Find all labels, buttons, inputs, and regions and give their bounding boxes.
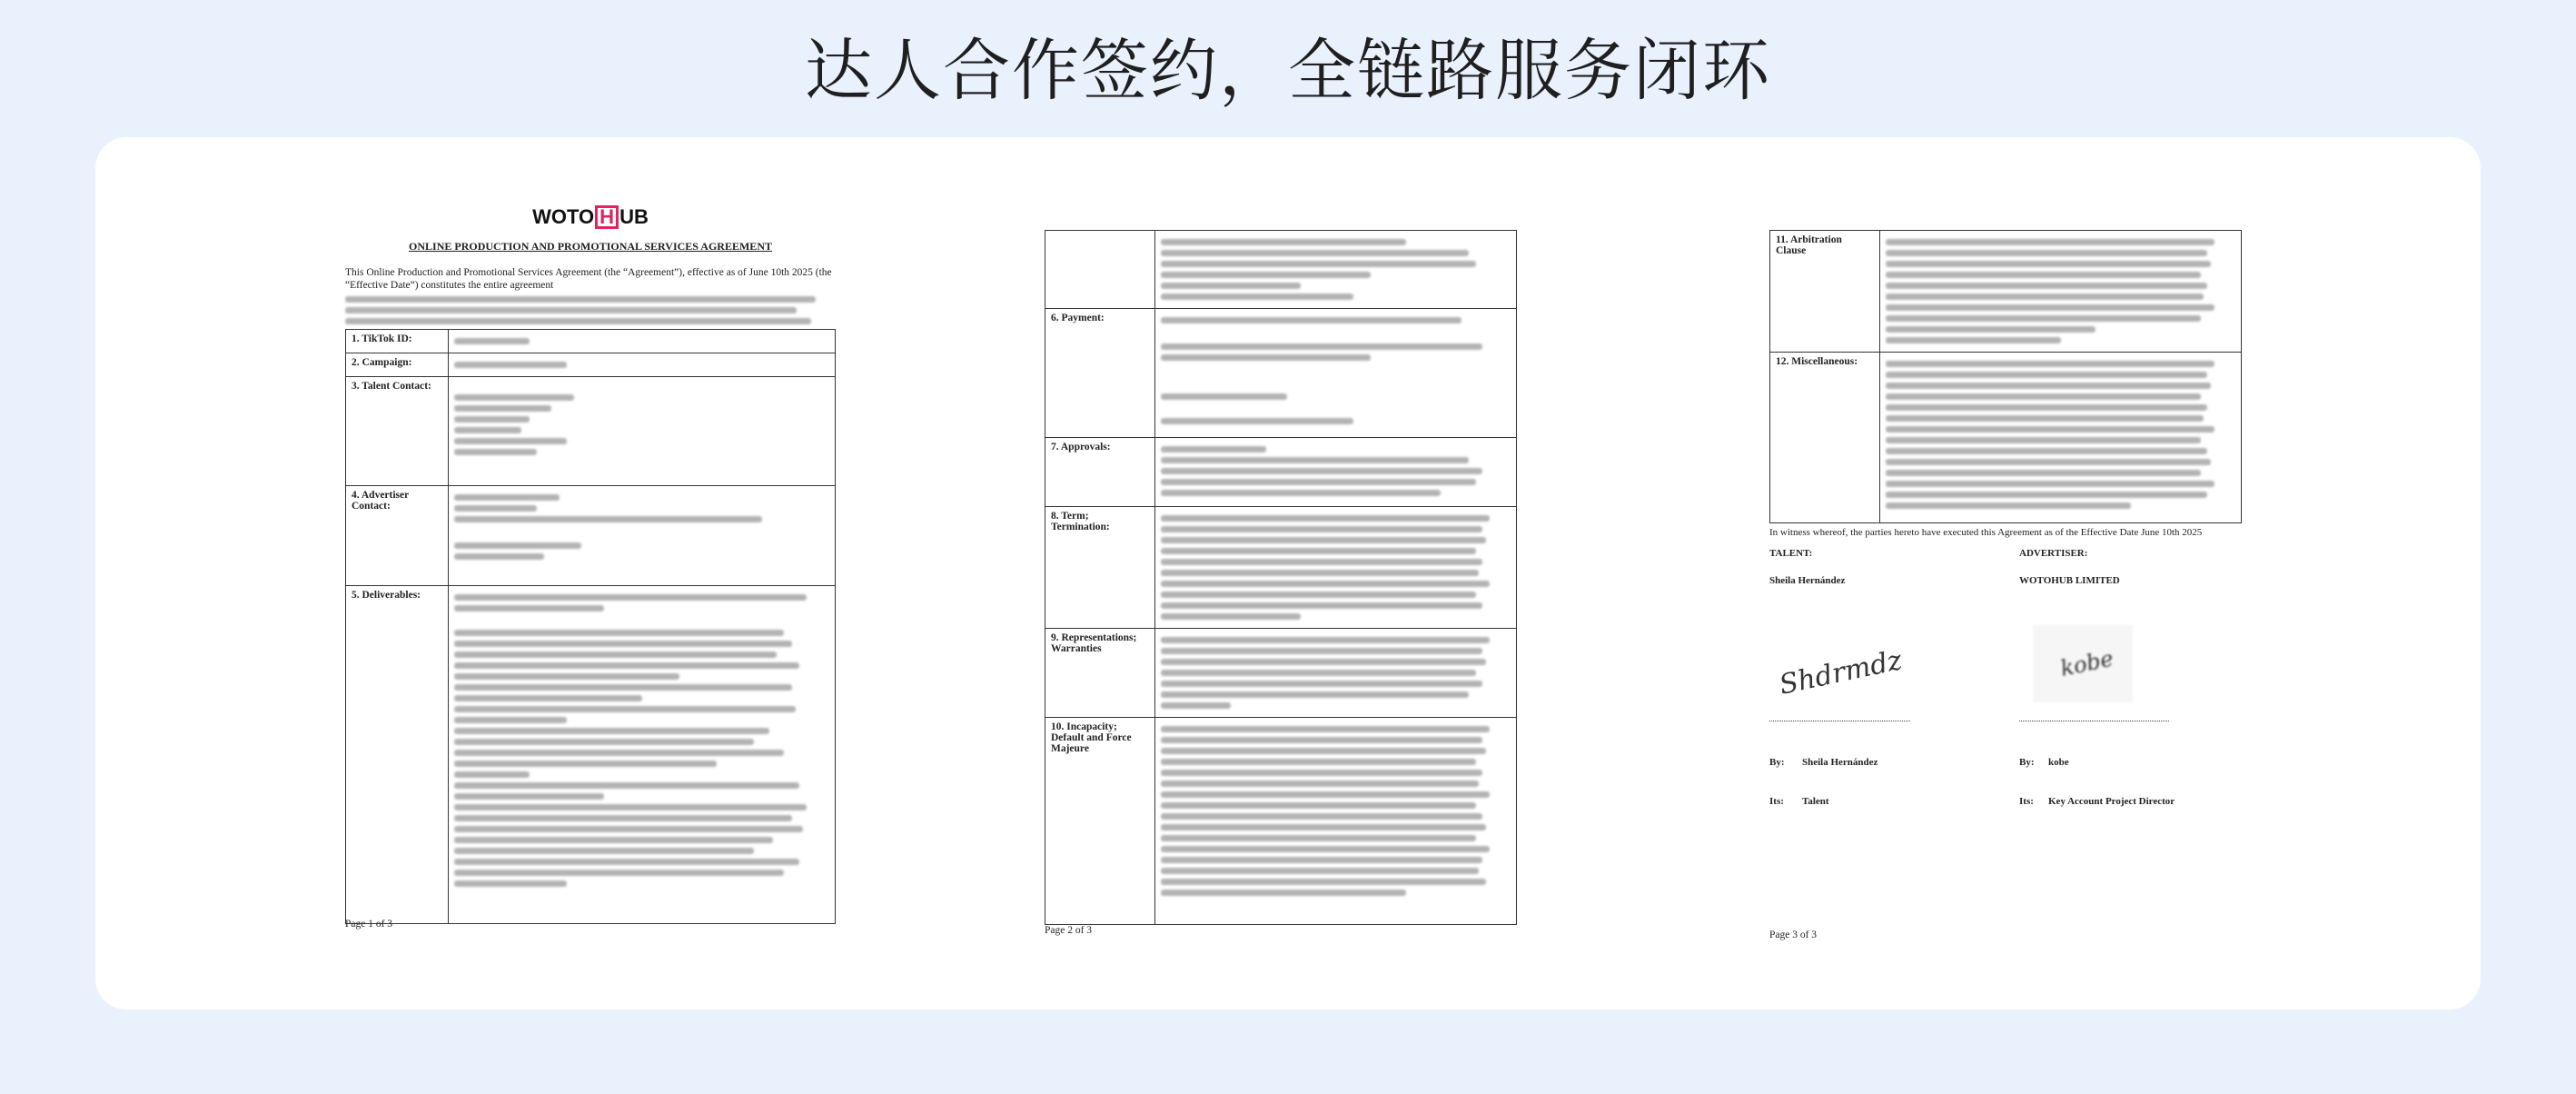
table-row: 3. Talent Contact: <box>346 377 836 486</box>
advertiser-its-label: Its: <box>2019 796 2034 807</box>
blurred-intro-text <box>345 296 836 324</box>
talent-its-label: Its: <box>1769 796 1784 807</box>
advertiser-signature: kobe <box>2057 645 2116 682</box>
agreement-table <box>345 329 836 924</box>
advertiser-by-label: By: <box>2019 757 2035 768</box>
agreement-table <box>1769 230 2242 523</box>
table-row: 9. Representations; Warranties <box>1045 629 1517 718</box>
table-row: 4. Advertiser Contact: <box>346 486 836 586</box>
agreement-intro: This Online Production and Promotional Services Agreement (the “Agreement”), effective as of June 10th 2025 (the “Effective Date”) constitutes the entire agreement <box>345 267 832 291</box>
agreement-title: ONLINE PRODUCTION AND PROMOTIONAL SERVICES AGREEMENT <box>409 240 772 253</box>
page-number: Page 3 of 3 <box>1769 930 1818 940</box>
table-row: 2. Campaign: <box>346 353 836 377</box>
advertiser-by-value: kobe <box>2048 757 2069 768</box>
talent-name: Sheila Hernández <box>1769 575 1846 586</box>
witness-statement: In witness whereof, the parties hereto have executed this Agreement as of the Effective Date June 10th 2025 <box>1769 527 2203 538</box>
advertiser-label: ADVERTISER: <box>2019 548 2088 559</box>
talent-label: TALENT: <box>1769 548 1813 559</box>
table-row: 10. Incapacity; Default and Force Majeure <box>1045 718 1517 925</box>
wotohub-logo: WOTO H UB <box>532 205 649 228</box>
table-row: 7. Approvals: <box>1045 438 1517 507</box>
agreement-table <box>1045 230 1517 925</box>
contract-page-1 <box>345 205 836 932</box>
contract-page-2 <box>1045 230 1517 939</box>
table-row: 12. Miscellaneous: <box>1770 353 2242 523</box>
content-panel <box>95 137 2481 1009</box>
advertiser-signature-box <box>2033 625 2133 702</box>
table-row: 11. Arbitration Clause <box>1770 231 2242 353</box>
talent-by-label: By: <box>1769 757 1785 768</box>
advertiser-name: WOTOHUB LIMITED <box>2019 575 2120 586</box>
table-row: 8. Term; Termination: <box>1045 507 1517 629</box>
page-number: Page 1 of 3 <box>345 919 393 930</box>
talent-by-value: Sheila Hernández <box>1802 757 1878 768</box>
advertiser-its-value: Key Account Project Director <box>2048 796 2175 807</box>
talent-signature: Shdrmdz <box>1776 644 1906 701</box>
table-row: 1. TikTok ID: <box>346 330 836 353</box>
talent-its-value: Talent <box>1802 796 1829 807</box>
contract-page-3 <box>1769 230 2242 939</box>
table-row: 5. Deliverables: <box>346 586 836 924</box>
table-row: 6. Payment: <box>1045 309 1517 438</box>
headline: 达人合作签约，全链路服务闭环 <box>805 32 1771 110</box>
page-number: Page 2 of 3 <box>1045 925 1093 936</box>
table-row <box>1045 231 1517 309</box>
